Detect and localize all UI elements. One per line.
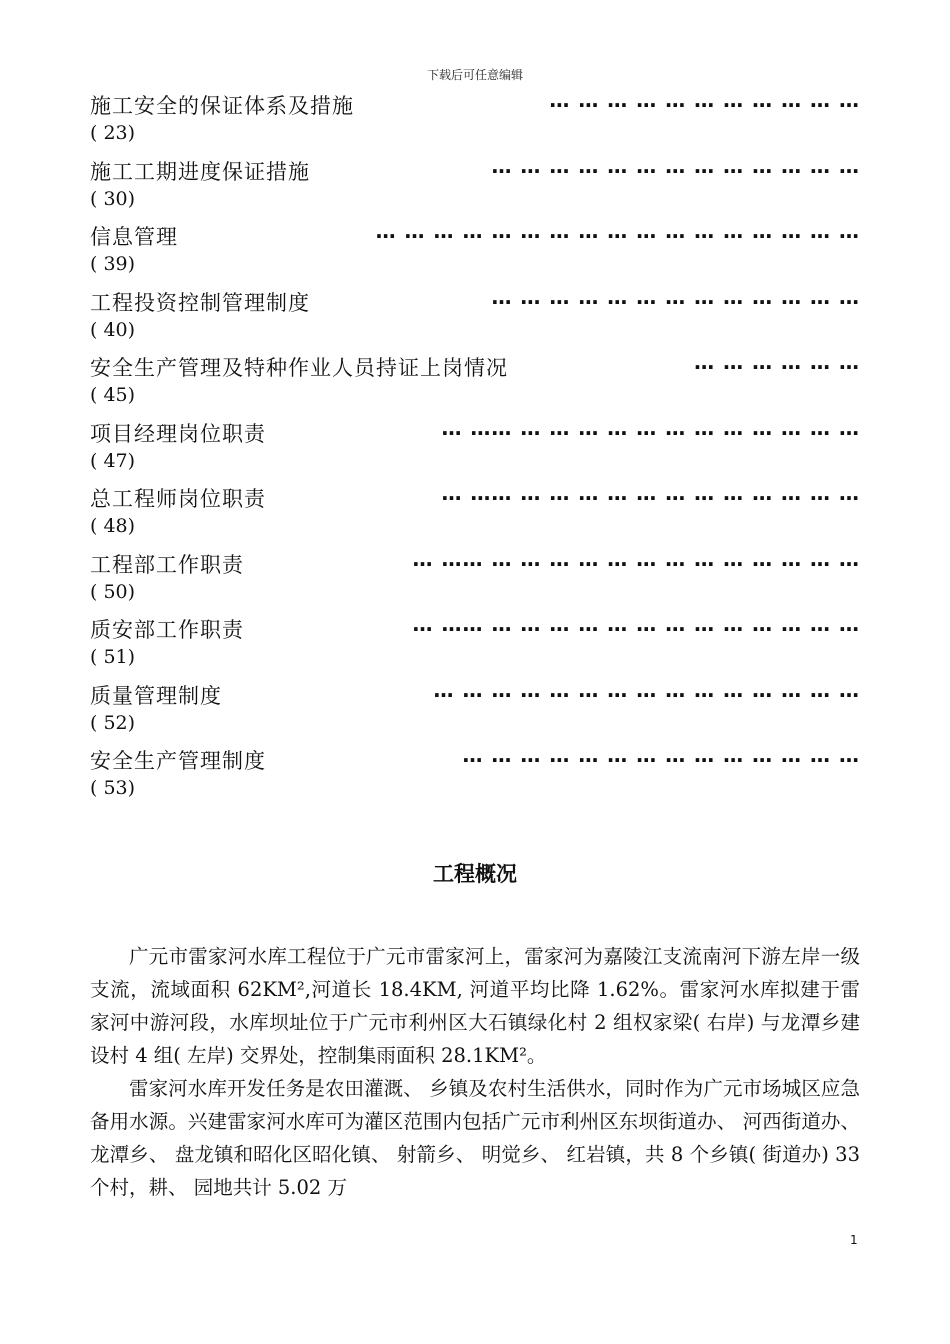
toc-page-number: ( 50) [90,580,136,603]
toc-entry-title: 质安部工作职责 [90,618,244,642]
toc-leader-dots: … … … … … … … … … … … … … [491,153,860,178]
body-text [90,940,860,1204]
toc-entry [90,350,860,416]
toc-page-number: ( 51) [90,646,136,668]
toc-entry-title: 安全生产管理制度 [90,749,266,773]
toc-entry [90,678,860,744]
toc-leader-dots: … … … … … … … … … … … [549,88,860,112]
toc-page-number: ( 53) [90,777,136,799]
paragraph: 雷家河水库开发任务是农田灌溉、 乡镇及农村生活供水，同时作为广元市场城区应急备用水源。兴建雷家河水库可为灌区范围内包括广元市利州区东坝街道办、 河西街道办、 龙潭乡、 盘龙镇和昭化区昭化镇、 射箭乡、 明觉乡、 红岩镇，共 8 个乡镇( 街道办) 33 个村，耕、 园地共计 5.02 万 [90,1077,860,1199]
toc-page-number: ( 23) [90,122,136,144]
toc-page-number: ( 39) [90,253,136,275]
toc-entry-title: 施工安全的保证体系及措施 [90,94,354,118]
table-of-contents [90,88,860,809]
toc-entry [90,481,860,547]
toc-entry-title: 质量管理制度 [90,683,222,708]
section-title: 工程概况 [433,862,517,886]
toc-leader-dots: … … … … … … [694,350,860,374]
paragraph: 广元市雷家河水库工程位于广元市雷家河上，雷家河为嘉陵江支流南河下游左岸一级支流，流域面积 62KM²,河道长 18.4KM, 河道平均比降 1.62%。雷家河水库拟建于雷家河中游河段，水库坝址位于广元市利州区大石镇绿化村 2 组权家梁( 右岸) 与龙潭乡建设村 4 组( 左岸) 交界处，控制集雨面积 28.1KM²。 [90,945,860,1067]
toc-page-number: ( 48) [90,515,136,537]
toc-entry [90,547,860,613]
toc-leader-dots: … … … … … … … … … … … … … … … [433,677,860,702]
toc-entry [90,612,860,678]
toc-page-number: ( 40) [90,318,136,341]
toc-page-number: ( 30) [90,187,136,210]
header-note: 下载后可任意编辑 [426,68,523,82]
toc-page-number: ( 52) [90,711,136,734]
toc-page-number: ( 45) [90,384,136,406]
toc-leader-dots: … …… … … … … … … … … … … … … … [412,612,860,636]
toc-leader-dots: … …… … … … … … … … … … … … … [441,415,860,440]
toc-entry-title: 工程投资控制管理制度 [90,290,310,315]
toc-page-number: ( 47) [90,449,136,472]
toc-entry-title: 安全生产管理及特种作业人员持证上岗情况 [90,356,508,380]
toc-entry [90,154,860,220]
toc-leader-dots: … … … … … … … … … … … … … … … … … [375,219,860,243]
toc-leader-dots: … … … … … … … … … … … … … [491,284,860,309]
toc-entry-title: 信息管理 [90,225,178,249]
page-number: 1 [850,1233,858,1247]
toc-leader-dots: … …… … … … … … … … … … … … … [441,481,860,505]
toc-entry-title: 工程部工作职责 [90,552,244,577]
toc-entry-title: 总工程师岗位职责 [90,487,266,511]
toc-entry-title: 施工工期进度保证措施 [90,159,310,184]
toc-entry [90,416,860,482]
toc-entry [90,219,860,285]
toc-leader-dots: … … … … … … … … … … … … … … [462,743,860,767]
toc-entry [90,743,860,809]
toc-entry-title: 项目经理岗位职责 [90,421,266,446]
toc-entry [90,285,860,351]
toc-leader-dots: … …… … … … … … … … … … … … … … [412,546,860,571]
toc-entry [90,88,860,154]
